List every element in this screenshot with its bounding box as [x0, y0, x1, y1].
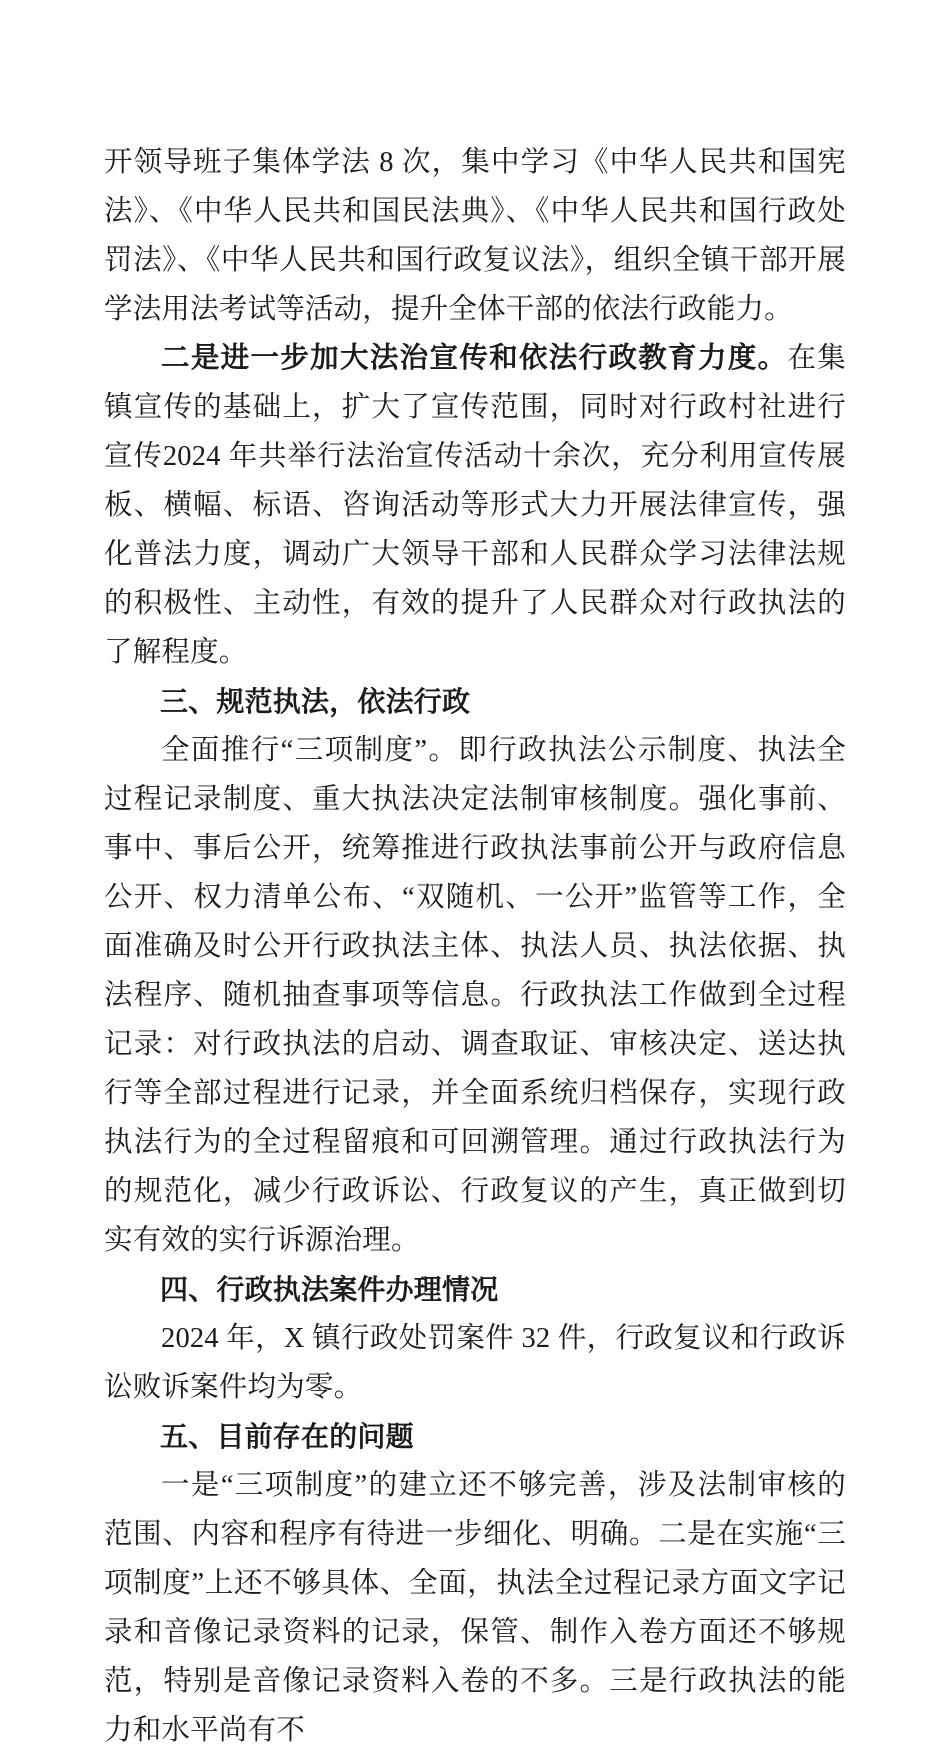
section-heading-four: 四、行政执法案件办理情况: [160, 1274, 499, 1305]
section-heading-five: 五、目前存在的问题: [160, 1421, 414, 1452]
paragraph-section-three-body: 全面推行“三项制度”。即行政执法公示制度、执法全过程记录制度、重大执法决定法制审核制度。强化事前、事中、事后公开，统筹推进行政执法事前公开与政府信息公开、权力清单公布、“双随机、一公开”监管等工作，全面准确及时公开行政执法主体、执法人员、执法依据、执法程序、随机抽查事项等信息。行政执法工作做到全过程记录：对行政执法的启动、调查取证、审核决定、送达执行等全部过程进行记录，并全面系统归档保存，实现行政执法行为的全过程留痕和可回溯管理。通过行政执法行为的规范化，减少行政诉讼、行政复议的产生，真正做到切实有效的实行诉源治理。: [104, 735, 846, 1256]
section-heading-three: 三、规范执法，依法行政: [160, 686, 471, 717]
paragraph-section-five-body: 一是“三项制度”的建立还不够完善，涉及法制审核的范围、内容和程序有待进一步细化、明确。二是在实施“三项制度”上还不够具体、全面，执法全过程记录方面文字记录和音像记录资料的记录，保管、制作入卷方面还不够规范，特别是音像记录资料入卷的不多。三是行政执法的能力和水平尚有不: [104, 1470, 846, 1746]
document-body: [104, 138, 846, 1755]
paragraph-lead-run: 二是进一步加大法治宣传和依法行政教育力度。: [161, 342, 788, 374]
paragraph-with-lead: [104, 334, 846, 677]
paragraph-body-run: 在集镇宣传的基础上，扩大了宣传范围，同时对行政村社进行宣传2024 年共举行法治宣传活动十余次，充分利用宣传展板、横幅、标语、咨询活动等形式大力开展法律宣传，强化普法力度，调动广大领导干部和人民群众学习法律法规的积极性、主动性，有效的提升了人民群众对行政执法的了解程度。: [104, 343, 847, 668]
paragraph-section-four-body: 2024 年，X 镇行政处罚案件 32 件，行政复议和行政诉讼败诉案件均为零。: [104, 1323, 846, 1403]
paragraph-continued: 开领导班子集体学法 8 次，集中学习《中华人民共和国宪法》、《中华人民共和国民法典》、《中华人民共和国行政处罚法》、《中华人民共和国行政复议法》，组织全镇干部开展学法用法考试等活动，提升全体干部的依法行政能力。: [104, 147, 846, 325]
